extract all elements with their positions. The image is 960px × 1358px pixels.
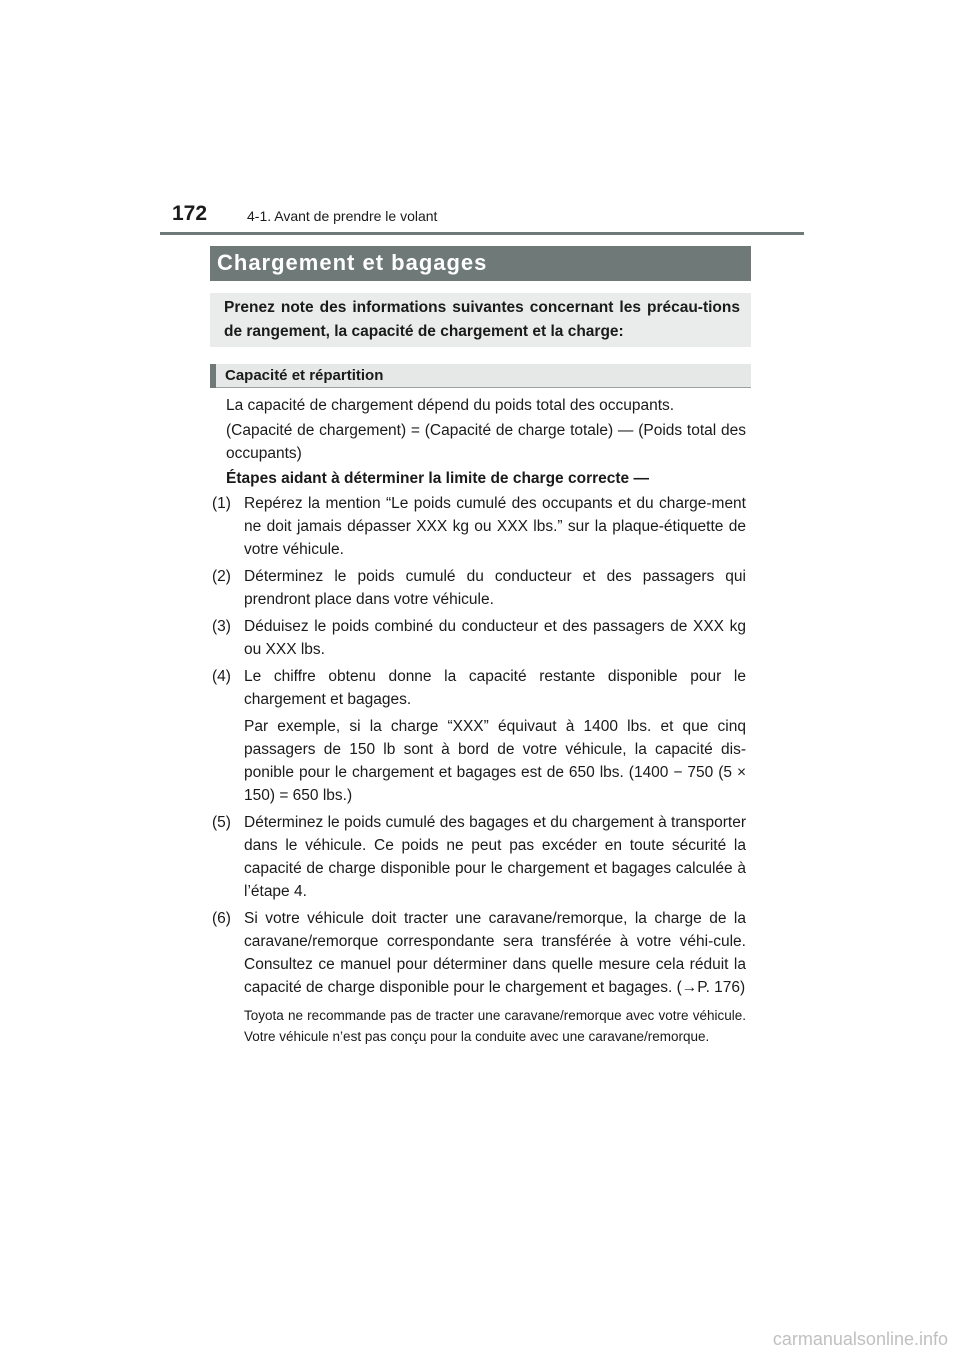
page-number: 172 [172, 202, 208, 225]
header-divider [160, 232, 804, 235]
subheading-bar [210, 364, 751, 388]
step-number: (6) [212, 910, 231, 927]
step-item [212, 492, 746, 561]
step-item [212, 615, 746, 661]
step-number: (1) [212, 495, 231, 512]
intro-text: Prenez note des informations suivantes concernant les précau-tions de rangement, la capacité de chargement et la charge: [224, 299, 740, 340]
step-item [212, 811, 746, 903]
step-text: Déterminez le poids cumulé des bagages et du chargement à transporter dans le véhicule. Ce poids ne peut pas excéder en toute sécurité la capacité de charge disponible pour le chargement et bagages calculée à l’étape 4. [244, 814, 746, 900]
step-item [212, 665, 746, 711]
step-number: (5) [212, 814, 231, 831]
step-number: (4) [212, 668, 231, 685]
step-item [212, 907, 746, 999]
step-text: Repérez la mention “Le poids cumulé des occupants et du charge-ment ne doit jamais dépasser XXX kg ou XXX lbs.” sur la plaque-étiquette de votre véhicule. [244, 495, 746, 558]
body-content [212, 394, 746, 1047]
page-header [160, 202, 804, 234]
step-text: Déterminez le poids cumulé du conducteur et des passagers qui prendront place dans votre véhicule. [244, 568, 746, 608]
step-number: (2) [212, 568, 231, 585]
step-number: (3) [212, 618, 231, 635]
subheading-accent [210, 364, 216, 388]
section-reference: 4-1. Avant de prendre le volant [247, 208, 438, 224]
paragraph: (Capacité de chargement) = (Capacité de charge totale) — (Poids total des occupants) [226, 422, 746, 462]
steps-heading: Étapes aidant à déterminer la limite de charge correcte — [226, 470, 649, 487]
page-title: Chargement et bagages [217, 250, 488, 275]
note-paragraph: Toyota ne recommande pas de tracter une caravane/remorque avec votre véhicule. Votre véhicule n’est pas conçu pour la conduite avec une caravane/remorque. [244, 1008, 746, 1044]
watermark: carmanualsonline.info [772, 1329, 948, 1349]
intro-box [210, 293, 751, 347]
step-text: Le chiffre obtenu donne la capacité restante disponible pour le chargement et bagages. [244, 668, 746, 708]
step-text: Déduisez le poids combiné du conducteur et des passagers de XXX kg ou XXX lbs. [244, 618, 746, 658]
title-banner [210, 246, 751, 281]
subheading-title: Capacité et répartition [225, 367, 384, 384]
step-text: Si votre véhicule doit tracter une caravane/remorque, la charge de la caravane/remorque correspondante sera transférée à votre véhi-cule. Consultez ce manuel pour déterminer dans quelle mesure cela réduit la capacité de charge disponible pour le chargement et bagages. (→P. 176) [244, 910, 746, 996]
paragraph: La capacité de chargement dépend du poids total des occupants. [226, 397, 675, 414]
step-item [212, 565, 746, 611]
example-paragraph: Par exemple, si la charge “XXX” équivaut à 1400 lbs. et que cinq passagers de 150 lb sont à bord de votre véhicule, la capacité dis-ponible pour le chargement et bagages est de 650 lbs. (1400 − 750 (5 × 150) = 650 lbs.) [244, 718, 746, 804]
